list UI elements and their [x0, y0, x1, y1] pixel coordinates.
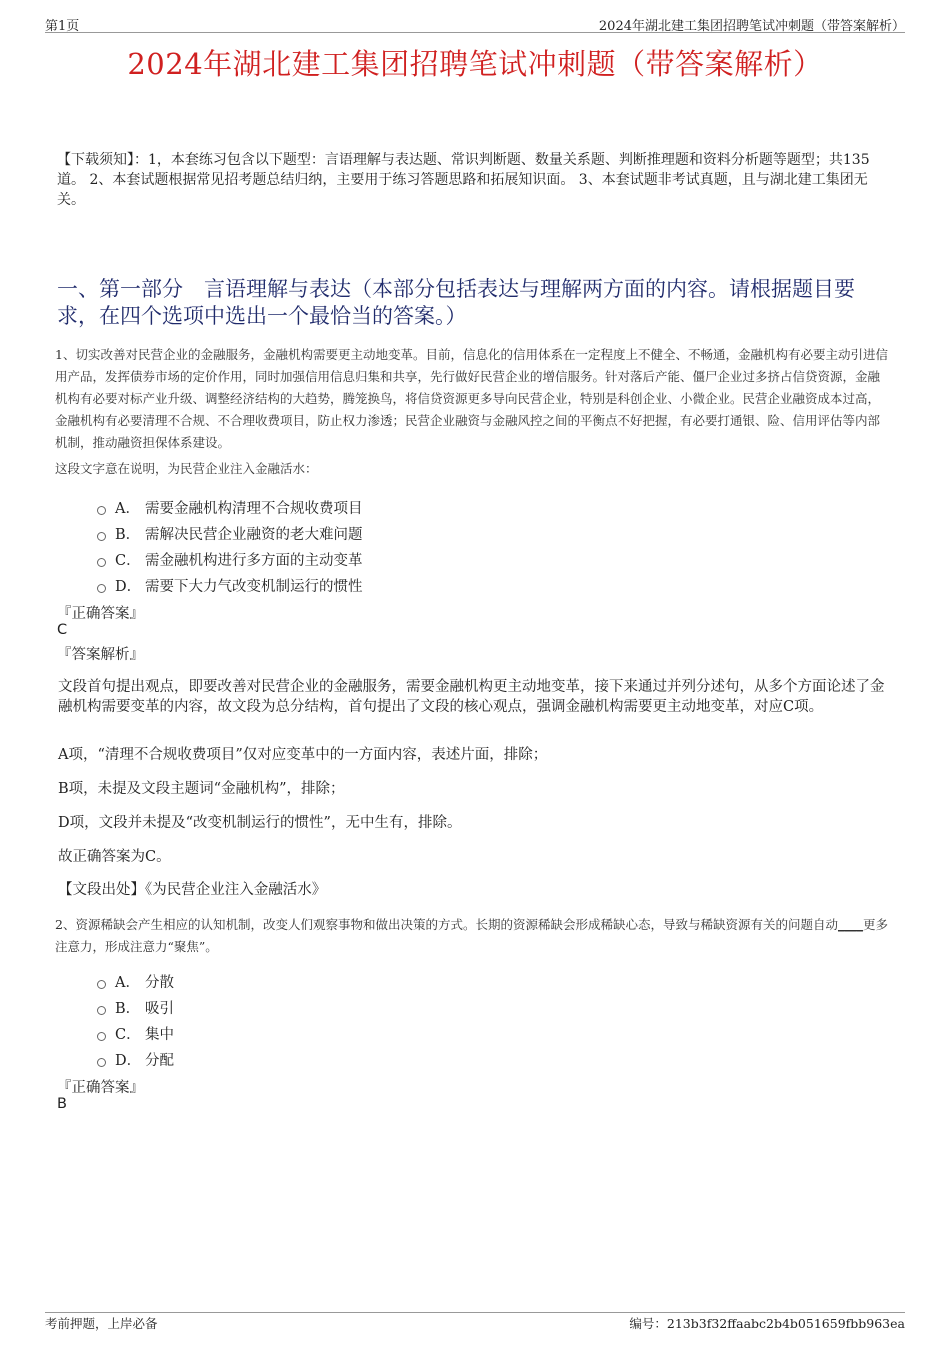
- analysis-paragraph: D项，文段并未提及“改变机制运行的惯性”，无中生有，排除。: [58, 815, 462, 831]
- option-letter: C．: [115, 1026, 141, 1043]
- source-citation: 【文段出处】《为民营企业注入金融活水》: [58, 882, 327, 898]
- header-doc-title: 2024年湖北建工集团招聘笔试冲刺题（带答案解析）: [598, 19, 905, 34]
- question-2-text-after: 更多注意力，形成注意力“聚焦”。: [55, 917, 888, 954]
- question-2-text-before: 2、资源稀缺会产生相应的认知机制，改变人们观察事物和做出决策的方式。长期的资源稀缺会形成稀缺心态，导致与稀缺资源有关的问题自动: [55, 917, 838, 932]
- option-letter: A．: [115, 500, 140, 517]
- answer-value: C: [57, 622, 68, 638]
- option-a[interactable]: [97, 494, 363, 520]
- radio-icon[interactable]: [97, 558, 106, 567]
- download-notice: 【下载须知】：1，本套练习包含以下题型：言语理解与表达题、常识判断题、数量关系题、判断推理题和资料分析题等题型；共135道。 2、本套试题根据常见招考题总结归纳，主要用于练习答题思路和拓展知识面。 3、本套试题非考试真题，且与湖北建工集团无关。: [57, 152, 870, 208]
- option-text: 需金融机构进行多方面的主动变革: [145, 552, 363, 569]
- question-1-options: [97, 494, 363, 598]
- radio-icon[interactable]: [97, 1032, 106, 1041]
- radio-icon[interactable]: [97, 584, 106, 593]
- footer-divider: [45, 1312, 905, 1313]
- analysis-paragraph: A项，“清理不合规收费项目”仅对应变革中的一方面内容，表述片面，排除；: [58, 747, 548, 763]
- question-2-options: [97, 968, 174, 1072]
- section-title: 一、第一部分 言语理解与表达（本部分包括表达与理解两方面的内容。请根据题目要求，在四个选项中选出一个最恰当的答案。）: [57, 277, 855, 328]
- option-letter: B．: [115, 1000, 141, 1017]
- option-text: 需解决民营企业融资的老大难问题: [145, 526, 363, 543]
- answer-value: B: [57, 1096, 67, 1112]
- option-letter: C．: [115, 552, 141, 569]
- question-2-text: [55, 914, 890, 958]
- analysis-label: 『答案解析』: [57, 647, 144, 663]
- radio-icon[interactable]: [97, 1006, 106, 1015]
- option-a[interactable]: [97, 968, 174, 994]
- analysis-paragraph: 文段首句提出观点，即要改善对民营企业的金融服务，需要金融机构更主动地变革，接下来通过并列分述句，从多个方面论述了金融机构需要变革的内容，故文段为总分结构，首句提出了文段的核心观点，强调金融机构需要更主动地变革，对应C项。: [58, 679, 885, 715]
- option-text: 分散: [145, 974, 174, 991]
- page-title: 2024年湖北建工集团招聘笔试冲刺题（带答案解析）: [127, 47, 823, 81]
- analysis-paragraph: B项，未提及文段主题词“金融机构”，排除；: [58, 781, 345, 797]
- option-text: 吸引: [145, 1000, 174, 1017]
- option-letter: B．: [115, 526, 141, 543]
- radio-icon[interactable]: [97, 532, 106, 541]
- header-divider: [45, 32, 905, 33]
- radio-icon[interactable]: [97, 506, 106, 515]
- option-b[interactable]: [97, 520, 363, 546]
- option-c[interactable]: [97, 1020, 174, 1046]
- answer-label: 『正确答案』: [57, 1080, 144, 1096]
- page-number: 第1页: [45, 19, 80, 34]
- option-text: 集中: [145, 1026, 174, 1043]
- option-b[interactable]: [97, 994, 174, 1020]
- radio-icon[interactable]: [97, 1058, 106, 1067]
- option-letter: A．: [115, 974, 140, 991]
- option-d[interactable]: [97, 1046, 174, 1072]
- question-1-prompt: 这段文字意在说明，为民营企业注入金融活水：: [55, 461, 318, 476]
- radio-icon[interactable]: [97, 980, 106, 989]
- option-text: 分配: [145, 1052, 174, 1069]
- option-letter: D．: [115, 1052, 142, 1069]
- footer-slogan: 考前押题，上岸必备: [45, 1316, 158, 1331]
- option-d[interactable]: [97, 572, 363, 598]
- option-text: 需要下大力气改变机制运行的惯性: [145, 578, 363, 595]
- option-text: 需要金融机构清理不合规收费项目: [145, 500, 363, 517]
- question-2-blank: ____: [837, 917, 863, 932]
- option-letter: D．: [115, 578, 142, 595]
- analysis-paragraph: 故正确答案为C。: [58, 849, 171, 865]
- answer-label: 『正确答案』: [57, 606, 144, 622]
- footer-document-id: 编号：213b3f32ffaabc2b4b051659fbb963ea: [629, 1316, 905, 1331]
- question-1-text: 1、切实改善对民营企业的金融服务，金融机构需要更主动地变革。目前，信息化的信用体系在一定程度上不健全、不畅通，金融机构有必要主动引进信用产品，发挥债券市场的定价作用，同时加强信用信息归集和共享，先行做好民营企业的增信服务。针对落后产能、僵尸企业过多挤占信贷资源，金融机构有必要对标产业升级、调整经济结构的大趋势，腾笼换鸟，将信贷资源更多导向民营企业，特别是科创企业、小微企业。民营企业融资成本过高，金融机构有必要清理不合规、不合理收费项目，防止权力渗透；民营企业融资与金融风控之间的平衡点不好把握，有必要打通银、险、信用评估等内部机制，推动融资担保体系建设。: [55, 347, 888, 450]
- option-c[interactable]: [97, 546, 363, 572]
